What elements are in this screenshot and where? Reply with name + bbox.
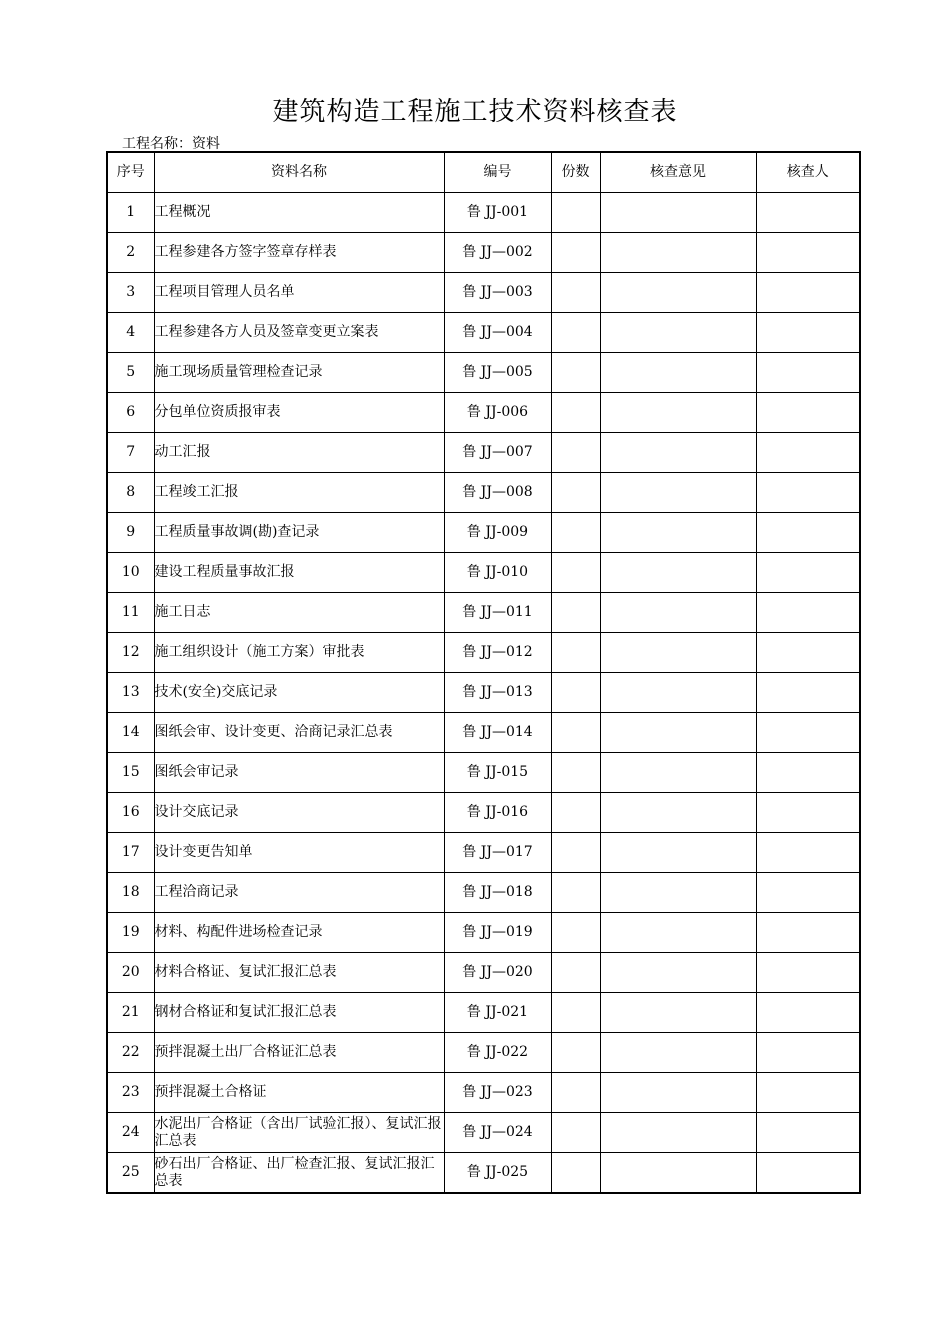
opinion-cell[interactable] <box>600 633 756 673</box>
opinion-cell[interactable] <box>600 393 756 433</box>
document-code: 鲁 JJ—024 <box>444 1113 551 1153</box>
document-name: 建设工程质量事故汇报 <box>154 553 444 593</box>
document-code: 鲁 JJ-006 <box>444 393 551 433</box>
row-number: 8 <box>107 473 154 513</box>
table-row <box>107 633 860 673</box>
opinion-cell[interactable] <box>600 1153 756 1194</box>
copies-cell[interactable] <box>551 233 600 273</box>
row-number: 4 <box>107 313 154 353</box>
document-name: 工程参建各方签字签章存样表 <box>154 233 444 273</box>
table-row <box>107 313 860 353</box>
row-number: 25 <box>107 1153 154 1194</box>
copies-cell[interactable] <box>551 593 600 633</box>
opinion-cell[interactable] <box>600 913 756 953</box>
checker-cell[interactable] <box>756 993 860 1033</box>
copies-cell[interactable] <box>551 313 600 353</box>
table-row <box>107 993 860 1033</box>
row-number: 1 <box>107 193 154 233</box>
table-row <box>107 833 860 873</box>
checker-cell[interactable] <box>756 393 860 433</box>
document-code: 鲁 JJ—002 <box>444 233 551 273</box>
checker-cell[interactable] <box>756 273 860 313</box>
row-number: 16 <box>107 793 154 833</box>
table-row <box>107 713 860 753</box>
document-code: 鲁 JJ-025 <box>444 1153 551 1194</box>
checker-cell[interactable] <box>756 873 860 913</box>
document-code: 鲁 JJ—004 <box>444 313 551 353</box>
document-name: 钢材合格证和复试汇报汇总表 <box>154 993 444 1033</box>
table-row <box>107 673 860 713</box>
document-name: 图纸会审、设计变更、洽商记录汇总表 <box>154 713 444 753</box>
copies-cell[interactable] <box>551 273 600 313</box>
table-row <box>107 353 860 393</box>
copies-cell[interactable] <box>551 553 600 593</box>
document-code: 鲁 JJ—014 <box>444 713 551 753</box>
opinion-cell[interactable] <box>600 473 756 513</box>
document-name: 设计交底记录 <box>154 793 444 833</box>
row-number: 9 <box>107 513 154 553</box>
document-name: 施工现场质量管理检查记录 <box>154 353 444 393</box>
opinion-cell[interactable] <box>600 1033 756 1073</box>
header-no: 序号 <box>107 152 154 193</box>
checker-cell[interactable] <box>756 233 860 273</box>
opinion-cell[interactable] <box>600 993 756 1033</box>
document-name: 施工日志 <box>154 593 444 633</box>
document-code: 鲁 JJ—008 <box>444 473 551 513</box>
copies-cell[interactable] <box>551 513 600 553</box>
table-row <box>107 513 860 553</box>
table-row <box>107 193 860 233</box>
opinion-cell[interactable] <box>600 1073 756 1113</box>
document-code: 鲁 JJ—020 <box>444 953 551 993</box>
copies-cell[interactable] <box>551 793 600 833</box>
table-body <box>107 193 860 1194</box>
header-checker: 核查人 <box>756 152 860 193</box>
copies-cell[interactable] <box>551 953 600 993</box>
opinion-cell[interactable] <box>600 953 756 993</box>
row-number: 21 <box>107 993 154 1033</box>
document-code: 鲁 JJ—012 <box>444 633 551 673</box>
table-row <box>107 593 860 633</box>
table-row <box>107 793 860 833</box>
table-row <box>107 1153 860 1194</box>
opinion-cell[interactable] <box>600 1113 756 1153</box>
document-code: 鲁 JJ—011 <box>444 593 551 633</box>
document-code: 鲁 JJ—017 <box>444 833 551 873</box>
opinion-cell[interactable] <box>600 793 756 833</box>
document-code: 鲁 JJ-022 <box>444 1033 551 1073</box>
document-name: 预拌混凝土合格证 <box>154 1073 444 1113</box>
checker-cell[interactable] <box>756 753 860 793</box>
header-opinion: 核查意见 <box>600 152 756 193</box>
copies-cell[interactable] <box>551 1073 600 1113</box>
table-row <box>107 873 860 913</box>
document-code: 鲁 JJ—013 <box>444 673 551 713</box>
checker-cell[interactable] <box>756 1113 860 1153</box>
document-name: 工程竣工汇报 <box>154 473 444 513</box>
checker-cell[interactable] <box>756 793 860 833</box>
table-row <box>107 433 860 473</box>
row-number: 10 <box>107 553 154 593</box>
copies-cell[interactable] <box>551 753 600 793</box>
table-row <box>107 393 860 433</box>
document-name: 技术(安全)交底记录 <box>154 673 444 713</box>
checker-cell[interactable] <box>756 833 860 873</box>
row-number: 18 <box>107 873 154 913</box>
row-number: 17 <box>107 833 154 873</box>
document-code: 鲁 JJ—007 <box>444 433 551 473</box>
copies-cell[interactable] <box>551 633 600 673</box>
document-name: 水泥出厂合格证（含出厂试验汇报）、复试汇报汇总表 <box>154 1113 444 1153</box>
document-name: 施工组织设计（施工方案）审批表 <box>154 633 444 673</box>
checker-cell[interactable] <box>756 1153 860 1194</box>
copies-cell[interactable] <box>551 873 600 913</box>
row-number: 7 <box>107 433 154 473</box>
checker-cell[interactable] <box>756 953 860 993</box>
document-name: 材料合格证、复试汇报汇总表 <box>154 953 444 993</box>
copies-cell[interactable] <box>551 913 600 953</box>
checker-cell[interactable] <box>756 433 860 473</box>
checker-cell[interactable] <box>756 1073 860 1113</box>
copies-cell[interactable] <box>551 713 600 753</box>
copies-cell[interactable] <box>551 1113 600 1153</box>
table-row <box>107 1073 860 1113</box>
document-code: 鲁 JJ-010 <box>444 553 551 593</box>
table-row <box>107 553 860 593</box>
copies-cell[interactable] <box>551 993 600 1033</box>
checker-cell[interactable] <box>756 193 860 233</box>
document-code: 鲁 JJ-016 <box>444 793 551 833</box>
header-name: 资料名称 <box>154 152 444 193</box>
opinion-cell[interactable] <box>600 513 756 553</box>
table-row <box>107 473 860 513</box>
opinion-cell[interactable] <box>600 553 756 593</box>
document-name: 分包单位资质报审表 <box>154 393 444 433</box>
row-number: 5 <box>107 353 154 393</box>
opinion-cell[interactable] <box>600 753 756 793</box>
row-number: 19 <box>107 913 154 953</box>
document-name: 动工汇报 <box>154 433 444 473</box>
opinion-cell[interactable] <box>600 353 756 393</box>
document-name: 工程质量事故调(勘)查记录 <box>154 513 444 553</box>
header-code: 编号 <box>444 152 551 193</box>
checker-cell[interactable] <box>756 313 860 353</box>
opinion-cell[interactable] <box>600 273 756 313</box>
row-number: 24 <box>107 1113 154 1153</box>
row-number: 12 <box>107 633 154 673</box>
checker-cell[interactable] <box>756 593 860 633</box>
checker-cell[interactable] <box>756 913 860 953</box>
table-row <box>107 1113 860 1153</box>
project-name-label: 工程名称：资料 <box>122 136 220 152</box>
document-code: 鲁 JJ—005 <box>444 353 551 393</box>
document-code: 鲁 JJ-009 <box>444 513 551 553</box>
table-row <box>107 233 860 273</box>
copies-cell[interactable] <box>551 833 600 873</box>
table-header-row <box>107 152 860 193</box>
opinion-cell[interactable] <box>600 833 756 873</box>
document-code: 鲁 JJ—018 <box>444 873 551 913</box>
opinion-cell[interactable] <box>600 233 756 273</box>
checker-cell[interactable] <box>756 633 860 673</box>
table-row <box>107 1033 860 1073</box>
opinion-cell[interactable] <box>600 593 756 633</box>
row-number: 13 <box>107 673 154 713</box>
checker-cell[interactable] <box>756 713 860 753</box>
checker-cell[interactable] <box>756 1033 860 1073</box>
row-number: 20 <box>107 953 154 993</box>
copies-cell[interactable] <box>551 353 600 393</box>
inspection-table <box>106 151 861 1194</box>
copies-cell[interactable] <box>551 1033 600 1073</box>
row-number: 3 <box>107 273 154 313</box>
opinion-cell[interactable] <box>600 713 756 753</box>
document-code: 鲁 JJ-015 <box>444 753 551 793</box>
table-row <box>107 753 860 793</box>
opinion-cell[interactable] <box>600 433 756 473</box>
checker-cell[interactable] <box>756 353 860 393</box>
checker-cell[interactable] <box>756 513 860 553</box>
row-number: 22 <box>107 1033 154 1073</box>
opinion-cell[interactable] <box>600 193 756 233</box>
copies-cell[interactable] <box>551 433 600 473</box>
row-number: 15 <box>107 753 154 793</box>
document-name: 预拌混凝土出厂合格证汇总表 <box>154 1033 444 1073</box>
document-code: 鲁 JJ—003 <box>444 273 551 313</box>
copies-cell[interactable] <box>551 193 600 233</box>
row-number: 14 <box>107 713 154 753</box>
table-row <box>107 273 860 313</box>
document-code: 鲁 JJ-001 <box>444 193 551 233</box>
document-name: 图纸会审记录 <box>154 753 444 793</box>
document-name: 材料、构配件进场检查记录 <box>154 913 444 953</box>
copies-cell[interactable] <box>551 473 600 513</box>
table-row <box>107 913 860 953</box>
document-title: 建筑构造工程施工技术资料核查表 <box>272 97 678 127</box>
row-number: 2 <box>107 233 154 273</box>
document-name: 工程洽商记录 <box>154 873 444 913</box>
document-code: 鲁 JJ—023 <box>444 1073 551 1113</box>
document-name: 设计变更告知单 <box>154 833 444 873</box>
opinion-cell[interactable] <box>600 673 756 713</box>
document-name: 工程项目管理人员名单 <box>154 273 444 313</box>
document-code: 鲁 JJ—019 <box>444 913 551 953</box>
row-number: 23 <box>107 1073 154 1113</box>
document-name: 工程概况 <box>154 193 444 233</box>
opinion-cell[interactable] <box>600 873 756 913</box>
document-name: 砂石出厂合格证、出厂检查汇报、复试汇报汇总表 <box>154 1153 444 1194</box>
row-number: 11 <box>107 593 154 633</box>
checker-cell[interactable] <box>756 473 860 513</box>
table-row <box>107 953 860 993</box>
checker-cell[interactable] <box>756 553 860 593</box>
copies-cell[interactable] <box>551 393 600 433</box>
row-number: 6 <box>107 393 154 433</box>
document-name: 工程参建各方人员及签章变更立案表 <box>154 313 444 353</box>
opinion-cell[interactable] <box>600 313 756 353</box>
copies-cell[interactable] <box>551 673 600 713</box>
document-code: 鲁 JJ-021 <box>444 993 551 1033</box>
header-copies: 份数 <box>551 152 600 193</box>
checker-cell[interactable] <box>756 673 860 713</box>
copies-cell[interactable] <box>551 1153 600 1194</box>
